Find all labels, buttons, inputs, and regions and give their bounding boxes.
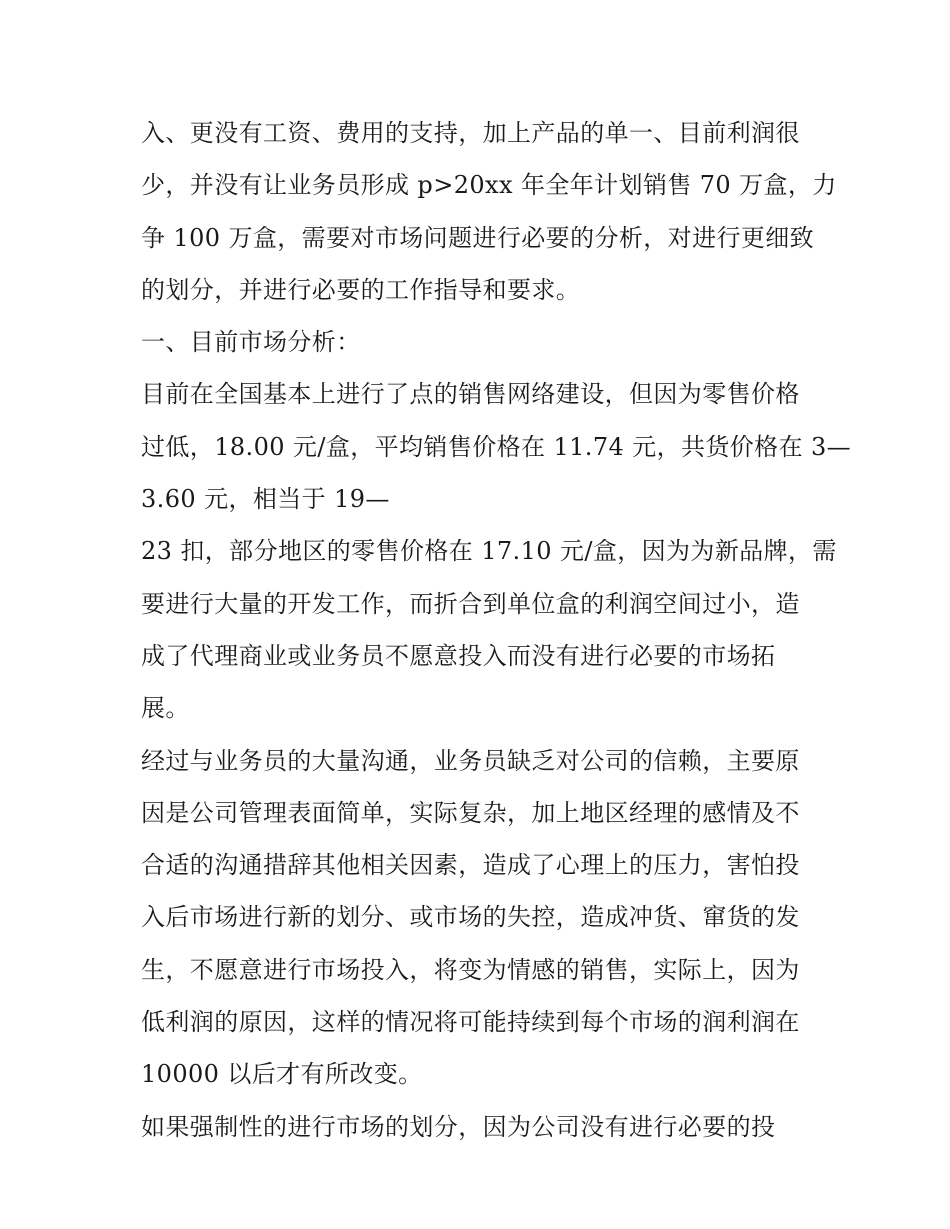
text-line: 入、更没有工资、费用的支持，加上产品的单一、目前利润很 xyxy=(141,119,800,147)
text-line: 经过与业务员的大量沟通，业务员缺乏对公司的信赖，主要原 xyxy=(141,746,800,775)
text-line: 10000 以后才有所改变。 xyxy=(141,1060,423,1089)
text-line: 生，不愿意进行市场投入，将变为情感的销售，实际上，因为 xyxy=(141,955,800,984)
section-heading: 一、目前市场分析： xyxy=(141,328,361,357)
text-line: 如果强制性的进行市场的划分，因为公司没有进行必要的投 xyxy=(141,1112,776,1141)
text-line: 过低，18.00 元/盒，平均销售价格在 11.74 元，共货价格在 3— xyxy=(141,432,852,461)
document-body xyxy=(141,107,852,1153)
text-line: 3.60 元，相当于 19— xyxy=(141,485,390,514)
text-line: 低利润的原因，这样的情况将可能持续到每个市场的润利润在 xyxy=(141,1008,800,1037)
text-line: 要进行大量的开发工作，而折合到单位盒的利润空间过小，造 xyxy=(141,589,800,618)
text-line: 合适的沟通措辞其他相关因素，造成了心理上的压力，害怕投 xyxy=(141,851,800,880)
text-line: 的划分，并进行必要的工作指导和要求。 xyxy=(141,275,581,304)
text-line: 入后市场进行新的划分、或市场的失控，造成冲货、窜货的发 xyxy=(141,903,800,932)
text-line: 目前在全国基本上进行了点的销售网络建设，但因为零售价格 xyxy=(141,380,800,409)
text-line: 展。 xyxy=(141,694,190,723)
text-line: 争 100 万盒，需要对市场问题进行必要的分析，对进行更细致 xyxy=(141,223,815,252)
text-line: 成了代理商业或业务员不愿意投入而没有进行必要的市场拓 xyxy=(141,641,776,670)
text-line: 因是公司管理表面简单，实际复杂，加上地区经理的感情及不 xyxy=(141,798,800,827)
text-line: 少，并没有让业务员形成 p>20xx 年全年计划销售 70 万盒，力 xyxy=(141,171,837,200)
text-line: 23 扣，部分地区的零售价格在 17.10 元/盒，因为为新品牌，需 xyxy=(141,537,837,566)
